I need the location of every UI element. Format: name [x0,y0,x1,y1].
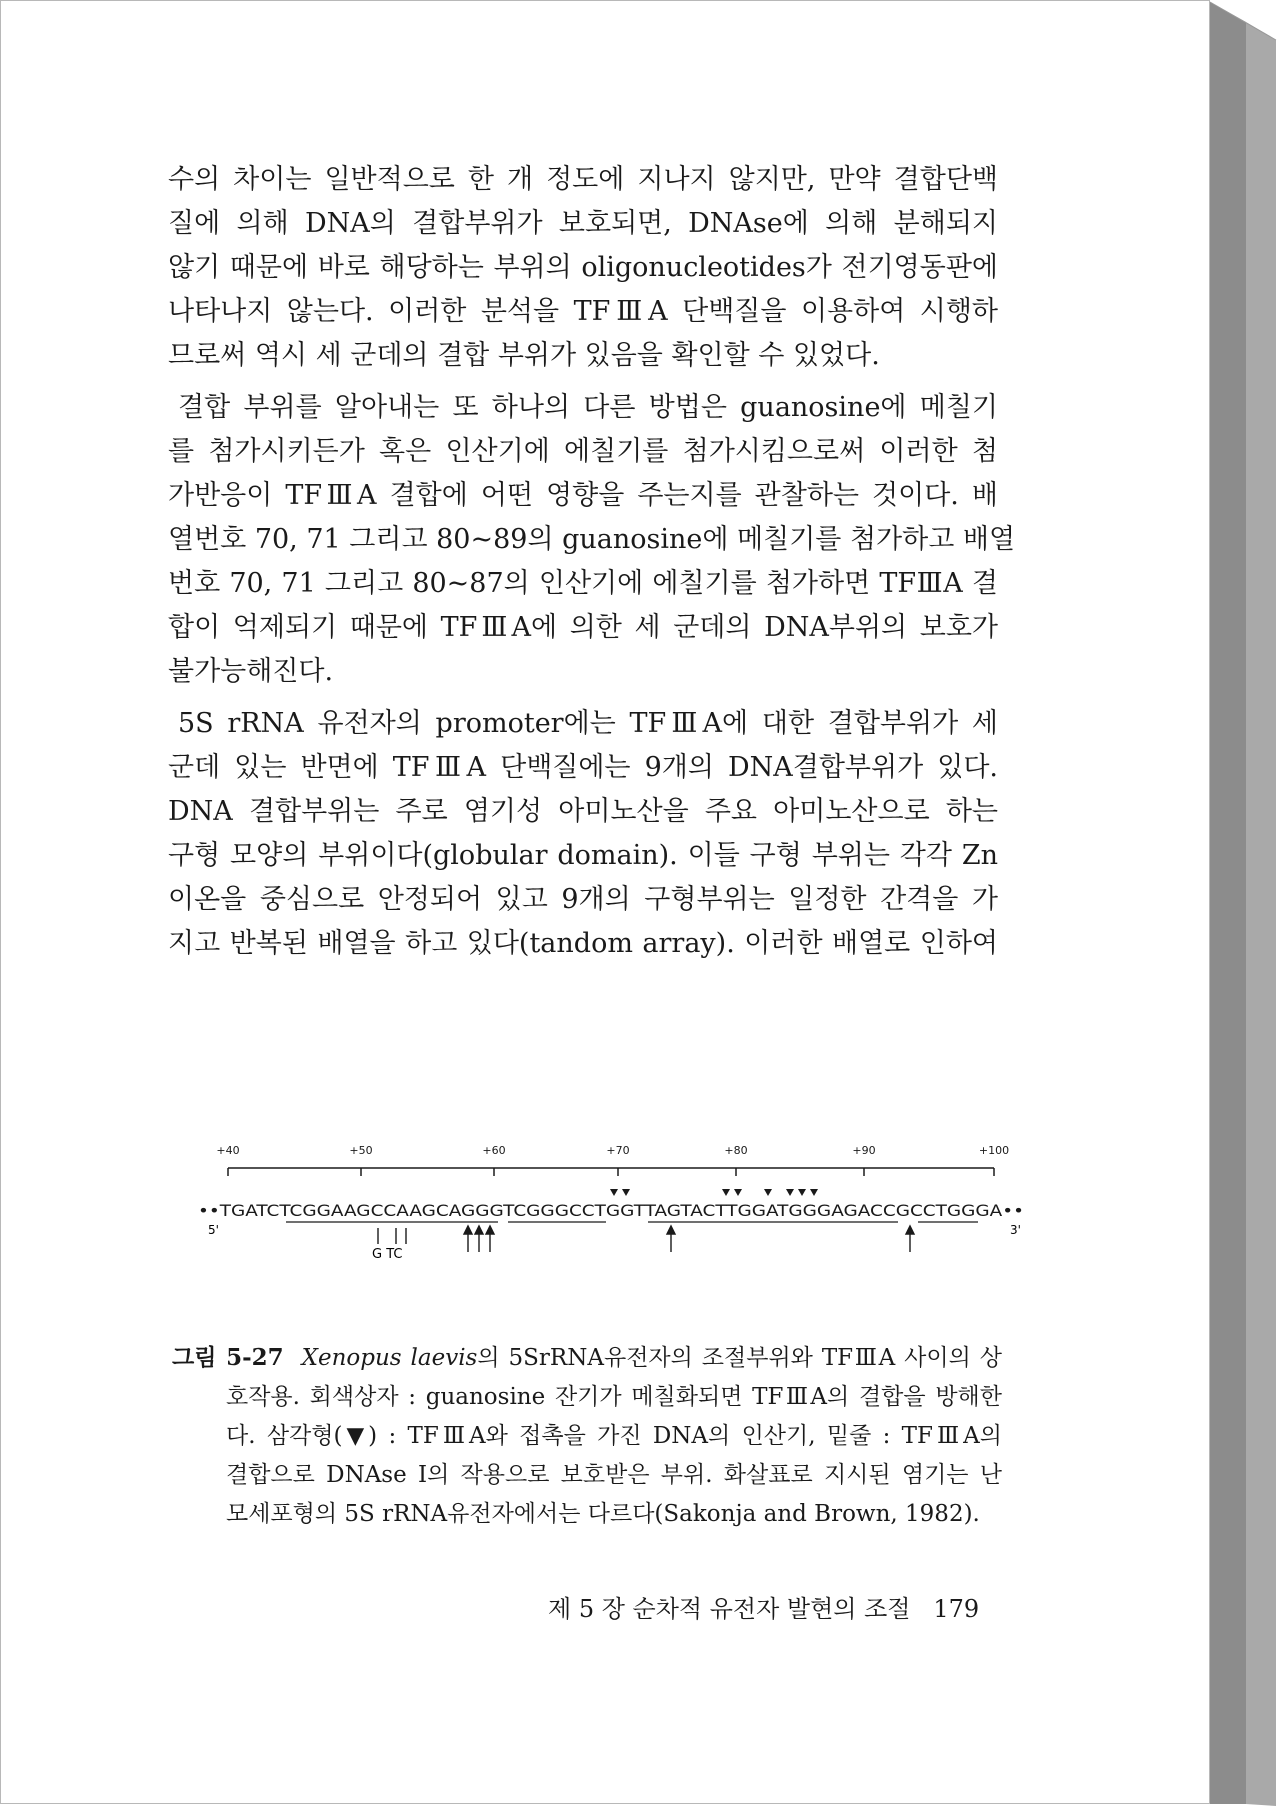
text-line: 5S rRNA 유전자의 promoter에는 TFⅢA에 대한 결합부위가 세 [178,708,998,739]
paragraph-3-cont [168,746,998,966]
text-line: 열번호 70, 71 그리고 80~89의 guanosine에 메칠기를 첨가하고 배열 [168,524,1016,555]
position-label: +90 [852,1144,876,1157]
text-line: 가반응이 TFⅢA 결합에 어떤 영향을 주는지를 관찰하는 것이다. 배 [168,480,998,511]
substitution-ticks [378,1228,406,1244]
position-label: +40 [216,1144,240,1157]
text-line: 이온을 중심으로 안정되어 있고 9개의 구형부위는 일정한 간격을 가 [168,884,998,915]
text-line: 불가능해진다. [168,656,334,687]
text-line: 합이 억제되기 때문에 TFⅢA에 의한 세 군데의 DNA부위의 보호가 [168,612,998,643]
paragraph-1 [168,158,998,378]
paragraph-2 [168,386,998,430]
substitution-bases: G TC [372,1247,403,1262]
text-line: 않기 때문에 바로 해당하는 부위의 oligonucleotides가 전기영동판에 [168,252,998,283]
page-edge-shadow [1196,0,1280,1806]
text-line: 구형 모양의 부위이다(globular domain). 이들 구형 부위는 각각 Zn [168,840,998,871]
caption-line-1-rest: 의 5SrRNA유전자의 조절부위와 TFⅢA 사이의 상 [477,1345,1003,1371]
paragraph-3 [168,702,998,746]
position-label: +100 [978,1144,1010,1157]
caption-line: 모세포형의 5S rRNA유전자에서는 다르다(Sakonja and Brown, 1982). [226,1501,980,1527]
arrow-markers [464,1226,914,1252]
text-line: 결합 부위를 알아내는 또 하나의 다른 방법은 guanosine에 메칠기 [178,392,998,423]
caption-line: 결합으로 DNAse I의 작용으로 보호받은 부위. 화살표로 지시된 염기는 난 [226,1462,1002,1488]
species-name: Xenopus laevis [301,1345,478,1371]
figure-caption [172,1338,1002,1534]
triangle-markers [610,1189,818,1196]
position-label: +70 [606,1144,630,1157]
text-line: 를 첨가시키든가 혹은 인산기에 에칠기를 첨가시킴으로써 이러한 첨 [168,436,998,467]
text-line: 번호 70, 71 그리고 80~87의 인산기에 에칠기를 첨가하면 TFⅢA 결 [168,568,998,599]
caption-line [172,1338,1002,1378]
sequence-figure [198,1130,1028,1290]
position-label: +80 [724,1144,748,1157]
page-footer [548,1589,978,1624]
body-text [168,158,1016,974]
text-line: 군데 있는 반면에 TFⅢA 단백질에는 9개의 DNA결합부위가 있다. [168,752,998,783]
caption-line: 호작용. 회색상자 : guanosine 잔기가 메칠화되면 TFⅢA의 결합을 방해한 [226,1384,1002,1410]
text-line: 수의 차이는 일반적으로 한 개 정도에 지나지 않지만, 만약 결합단백 [168,164,998,195]
three-prime-label: 3' [1010,1223,1021,1237]
position-label: +50 [349,1144,373,1157]
paragraph-2-cont [168,430,1016,694]
five-prime-label: 5' [208,1223,219,1237]
chapter-title: 제 5 장 순차적 유전자 발현의 조절 [548,1595,911,1623]
text-line: 므로써 역시 세 군데의 결합 부위가 있음을 확인할 수 있었다. [168,340,880,371]
text-line: 지고 반복된 배열을 하고 있다(tandom array). 이러한 배열로 인하여 [168,928,998,959]
text-line: DNA 결합부위는 주로 염기성 아미노산을 주요 아미노산으로 하는 [168,796,998,827]
figure-label: 그림 5-27 [172,1344,284,1371]
dna-sequence: ••TGATCTCGGAAGCCAAGCAGGGTCGGGCCTGGTTAGTACTTGGATGGGAGACCGCCTGGGA•• [198,1201,1024,1220]
text-line: 질에 의해 DNA의 결합부위가 보호되면, DNAse에 의해 분해되지 [168,208,998,239]
position-label: +60 [482,1144,506,1157]
page-number: 179 [933,1595,980,1623]
text-line: 나타나지 않는다. 이러한 분석을 TFⅢA 단백질을 이용하여 시행하 [168,296,998,327]
caption-line: 다. 삼각형(▼) : TFⅢA와 접촉을 가진 DNA의 인산기, 밑줄 : TFⅢA의 [226,1423,1002,1449]
